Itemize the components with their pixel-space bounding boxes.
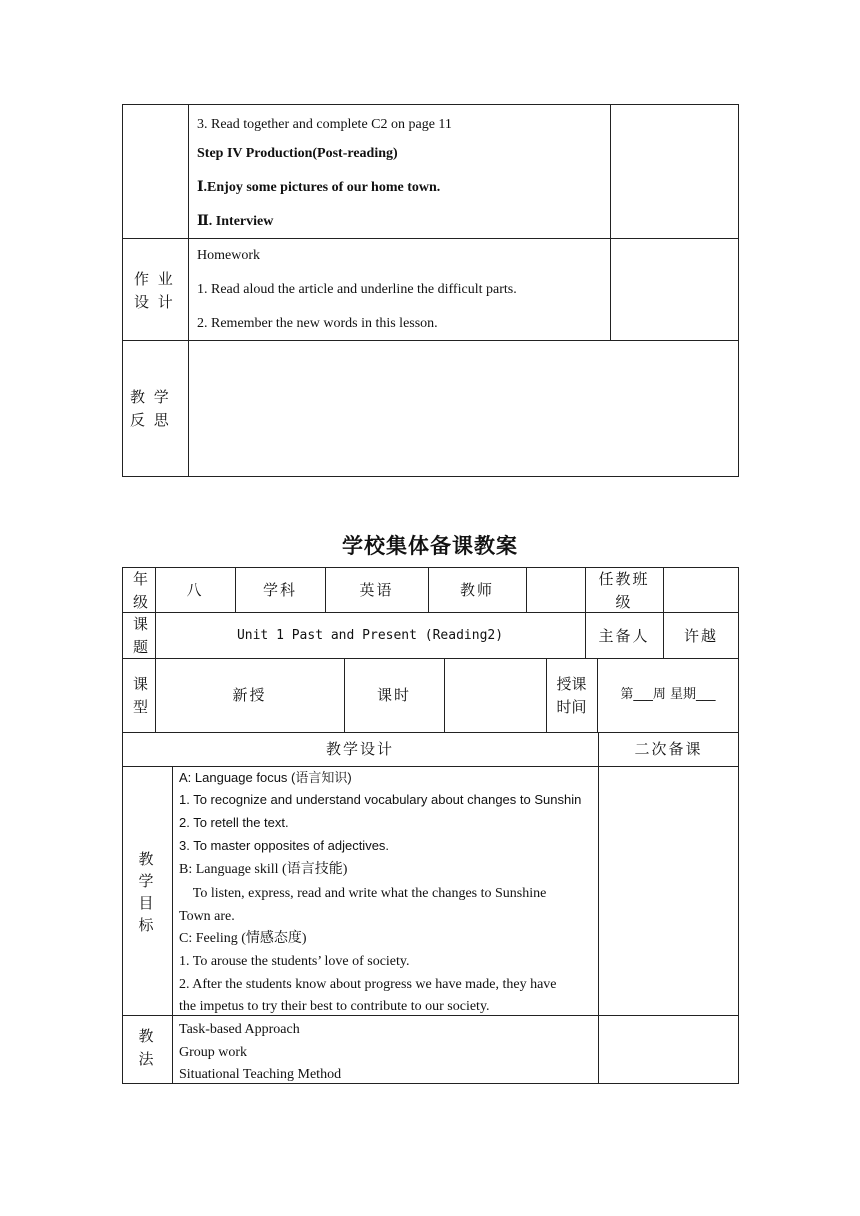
homework-label: 设 计: [134, 293, 175, 311]
topic-value: Unit 1 Past and Present (Reading2): [236, 628, 504, 643]
lesson-type-label: 型: [133, 698, 151, 716]
methods-label: 教: [138, 1027, 156, 1045]
col-divider: [444, 658, 445, 732]
methods-label: 法: [138, 1050, 156, 1068]
class-hours-label: 课时: [376, 686, 411, 704]
objective-line: A: Language focus (语言知识): [179, 770, 352, 785]
procedure-line: 3. Read together and complete C2 on page 11: [197, 117, 452, 132]
teaching-time-label: 授课: [556, 675, 587, 693]
homework-line: 1. Read aloud the article and underline the difficult parts.: [197, 282, 517, 297]
document-title: 学校集体备课教案: [342, 534, 518, 558]
lesson-type-value: 新授: [232, 686, 267, 704]
row-divider: [122, 732, 739, 733]
homework-label: 作 业: [134, 270, 175, 288]
teacher-label: 教师: [459, 581, 494, 599]
objectives-label: 标: [138, 916, 156, 934]
row-divider: [122, 612, 739, 613]
top-table-divider: [122, 340, 739, 341]
subject-value: 英语: [359, 581, 394, 599]
topic-label: 题: [133, 638, 151, 656]
col-divider: [663, 567, 664, 612]
top-table-divider: [188, 104, 189, 477]
objective-line: 2. After the students know about progress we have made, they have: [179, 977, 557, 992]
objective-line: 1. To arouse the students’ love of society.: [179, 954, 410, 969]
objective-line: 2. To retell the text.: [179, 815, 289, 830]
col-divider: [598, 732, 599, 1084]
teaching-design-header: 教学设计: [325, 740, 394, 758]
objective-line: 3. To master opposites of adjectives.: [179, 838, 390, 853]
grade-label: 级: [133, 593, 151, 611]
top-table-divider: [610, 104, 611, 341]
method-line: Task-based Approach: [179, 1022, 300, 1037]
main-preparer-label: 主备人: [598, 627, 650, 645]
objective-line: To listen, express, read and write what the changes to Sunshine: [179, 886, 547, 901]
reflection-label: 教 学: [130, 388, 171, 406]
teaching-time-value: 第___周 星期___: [620, 687, 716, 702]
method-line: Situational Teaching Method: [179, 1067, 342, 1082]
objectives-label: 目: [138, 894, 156, 912]
class-label: 任教班: [598, 570, 650, 588]
grade-label: 年: [133, 570, 151, 588]
homework-line: Homework: [197, 248, 260, 263]
teaching-time-label: 时间: [556, 698, 587, 716]
procedure-line: Ⅰ.Enjoy some pictures of our home town.: [197, 180, 441, 195]
row-divider: [122, 1015, 739, 1016]
objectives-label: 学: [138, 872, 156, 890]
col-divider: [546, 658, 547, 732]
procedure-step-heading: Step IV Production(Post-reading): [197, 146, 398, 161]
objective-line: 1. To recognize and understand vocabulary about changes to Sunshin: [179, 792, 582, 807]
topic-label: 课: [133, 615, 151, 633]
objective-line: Town are.: [179, 909, 235, 924]
col-divider: [172, 766, 173, 1084]
class-label: 级: [615, 593, 633, 611]
row-divider: [122, 658, 739, 659]
top-table-divider: [122, 238, 739, 239]
objective-line: the impetus to try their best to contribute to our society.: [179, 999, 490, 1014]
objective-line: C: Feeling (情感态度): [179, 931, 307, 946]
row-divider: [122, 766, 739, 767]
objective-line: B: Language skill (语言技能): [179, 862, 348, 877]
grade-value: 八: [186, 581, 204, 599]
col-divider: [526, 567, 527, 612]
subject-label: 学科: [262, 581, 297, 599]
main-preparer-value: 许越: [683, 627, 718, 645]
procedure-line: Ⅱ. Interview: [197, 214, 274, 229]
objectives-label: 教: [138, 850, 156, 868]
reflection-label: 反 思: [130, 411, 171, 429]
lesson-type-label: 课: [133, 675, 151, 693]
objectives-content: [179, 768, 598, 1014]
homework-line: 2. Remember the new words in this lesson.: [197, 316, 438, 331]
second-prep-header: 二次备课: [634, 740, 703, 758]
method-line: Group work: [179, 1045, 248, 1060]
